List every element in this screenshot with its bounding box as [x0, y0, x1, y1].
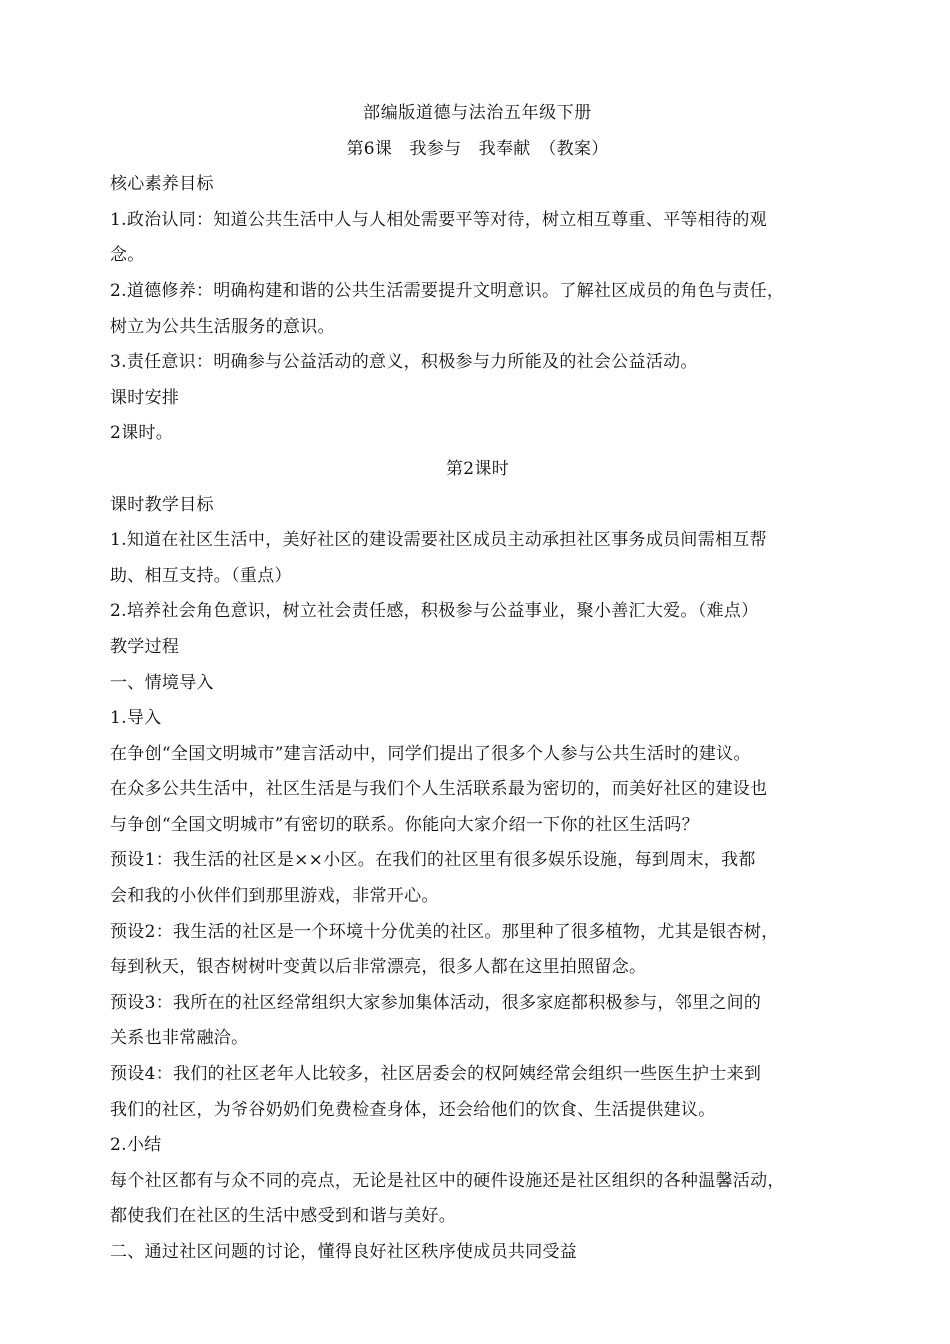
section-heading-schedule: 课时安排 [110, 387, 180, 408]
goal-1-line-1: 1.政治认同：知道公共生活中人与人相处需要平等对待，树立相互尊重、平等相待的观 [110, 209, 767, 230]
summary-line-2: 都使我们在社区的生活中感受到和谐与美好。 [110, 1206, 456, 1227]
section-heading-core-goals: 核心素养目标 [110, 174, 214, 195]
preset-2-line-2: 每到秋天，银杏树树叶变黄以后非常漂亮，很多人都在这里拍照留念。 [110, 957, 647, 978]
preset-2-line-1: 预设2：我生活的社区是一个环境十分优美的社区。那里种了很多植物，尤其是银杏树， [110, 921, 779, 942]
preset-4-line-1: 预设4：我们的社区老年人比较多，社区居委会的权阿姨经常会组织一些医生护士来到 [110, 1064, 762, 1085]
summary-line-1: 每个社区都有与众不同的亮点，无论是社区中的硬件设施还是社区组织的各种温馨活动， [110, 1170, 785, 1191]
goal-3: 3.责任意识：明确参与公益活动的意义，积极参与力所能及的社会公益活动。 [110, 352, 698, 373]
intro-paragraph-2-line-1: 在众多公共生活中，社区生活是与我们个人生活联系最为密切的，而美好社区的建设也 [110, 779, 768, 800]
section-heading-process: 教学过程 [110, 636, 180, 657]
lesson-goal-2: 2.培养社会角色意识，树立社会责任感，积极参与公益事业，聚小善汇大爱。（难点） [110, 601, 759, 622]
preset-4-line-2: 我们的社区，为爷谷奶奶们免费检查身体，还会给他们的饮食、生活提供建议。 [110, 1099, 716, 1120]
step-1-heading: 1.导入 [110, 708, 162, 729]
document-title: 部编版道德与法治五年级下册 [363, 103, 592, 123]
lesson-heading: 第2课时 [445, 458, 510, 479]
part-1-heading: 一、情境导入 [110, 672, 214, 693]
preset-1-line-2: 会和我的小伙伴们到那里游戏，非常开心。 [110, 886, 439, 907]
preset-3-line-1: 预设3：我所在的社区经常组织大家参加集体活动，很多家庭都积极参与，邻里之间的 [110, 992, 762, 1013]
step-2-heading: 2.小结 [110, 1135, 162, 1156]
lesson-goal-1-line-2: 助、相互支持。（重点） [110, 565, 292, 586]
document-subtitle: 第6课 我参与 我奉献 （教案） [346, 138, 609, 159]
lesson-goal-1-line-1: 1.知道在社区生活中，美好社区的建设需要社区成员主动承担社区事务成员间需相互帮 [110, 530, 767, 551]
intro-paragraph-1: 在争创“全国文明城市”建言活动中，同学们提出了很多个人参与公共生活时的建议。 [110, 743, 751, 764]
preset-1-line-1: 预设1：我生活的社区是××小区。在我们的社区里有很多娱乐设施，每到周末，我都 [110, 850, 756, 871]
goal-2-line-2: 树立为公共生活服务的意识。 [110, 316, 335, 337]
section-heading-lesson-goals: 课时教学目标 [110, 494, 214, 515]
document-page [110, 96, 845, 1271]
goal-1-line-2: 念。 [110, 245, 145, 266]
preset-3-line-2: 关系也非常融洽。 [110, 1028, 249, 1049]
intro-paragraph-2-line-2: 与争创“全国文明城市”有密切的联系。你能向大家介绍一下你的社区生活吗？ [110, 814, 699, 835]
schedule-value: 2课时。 [110, 423, 174, 444]
goal-2-line-1: 2.道德修养：明确构建和谐的公共生活需要提升文明意识。了解社区成员的角色与责任， [110, 280, 785, 301]
part-2-heading: 二、通过社区问题的讨论，懂得良好社区秩序使成员共同受益 [110, 1242, 578, 1262]
